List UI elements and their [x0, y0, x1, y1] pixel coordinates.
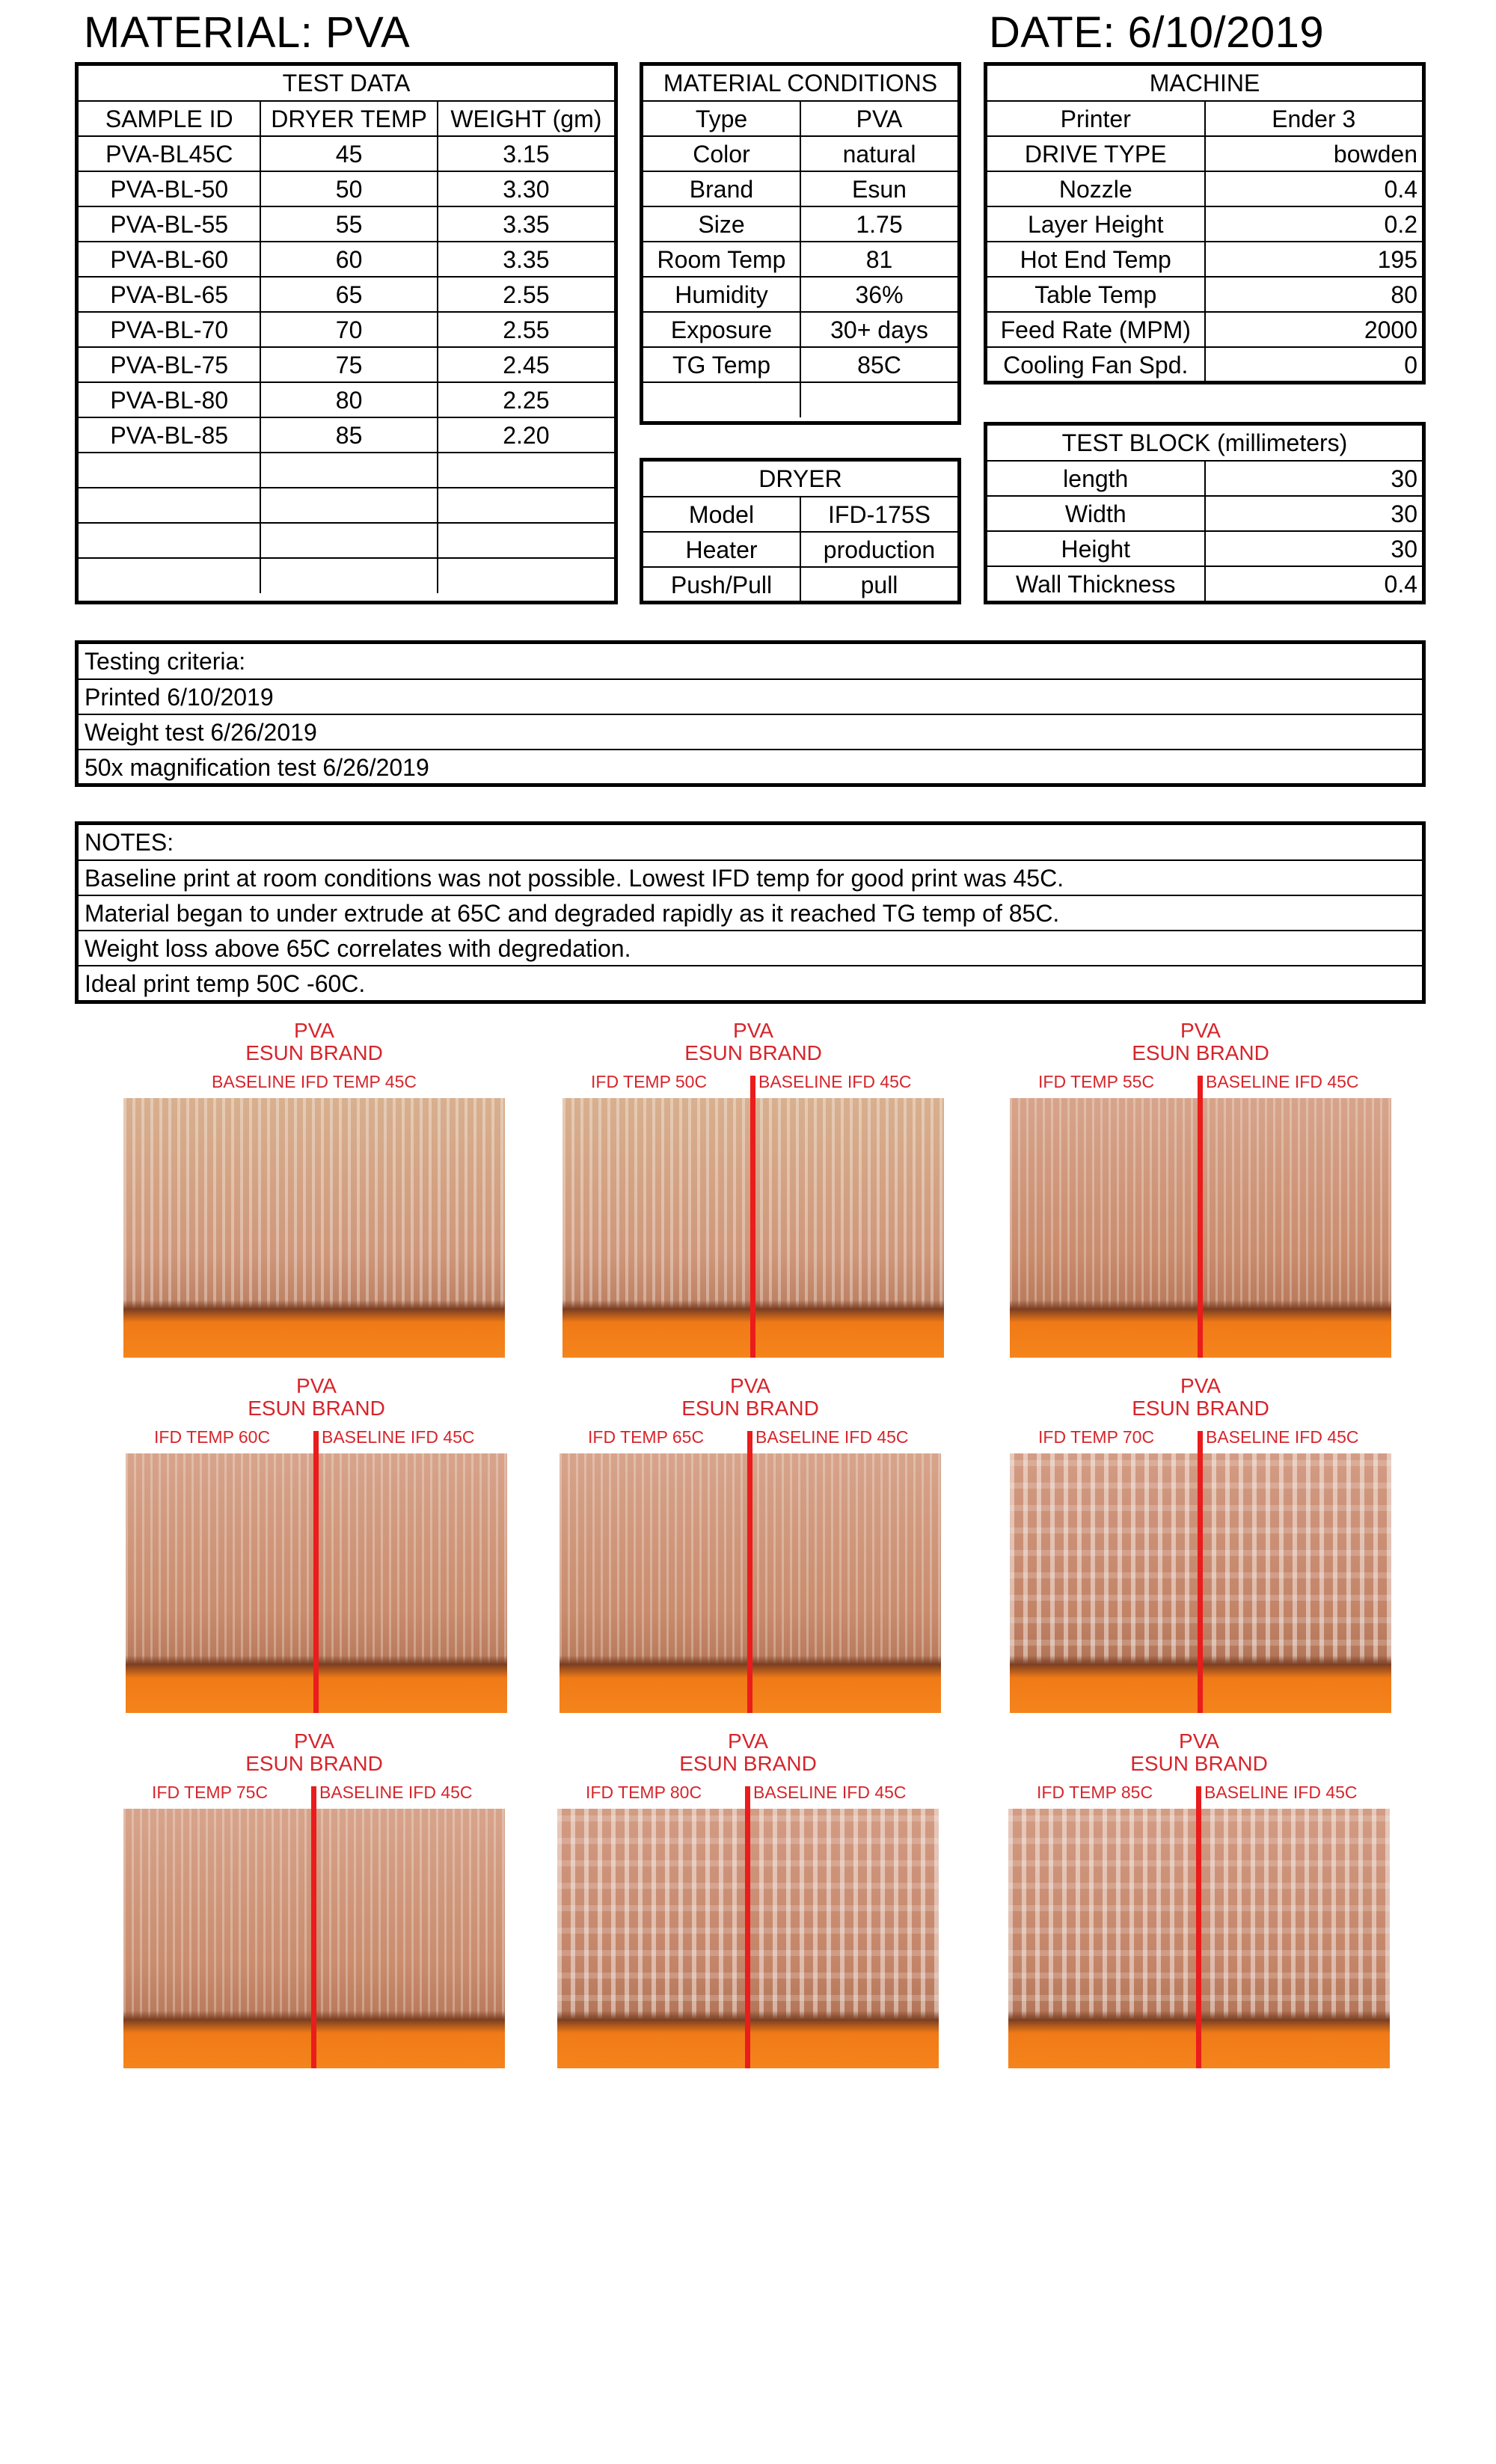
empty-row	[79, 558, 614, 593]
table-row	[643, 312, 957, 347]
dryer-label: Model	[643, 497, 800, 532]
dryer-temp: 80	[260, 382, 437, 417]
note-item: Weight loss above 65C correlates with degredation.	[79, 931, 1422, 966]
empty-row	[79, 488, 614, 523]
table-row	[987, 312, 1422, 347]
date-title: DATE: 6/10/2019	[989, 8, 1325, 57]
machine-label: Printer	[987, 101, 1205, 136]
block-value: 30	[1205, 496, 1423, 531]
photo-caption-brand: ESUN BRAND	[248, 1397, 385, 1420]
weight: 2.25	[438, 382, 614, 417]
machine-value: 0.2	[1205, 206, 1423, 242]
machine-title: MACHINE	[987, 66, 1422, 101]
sample-photo-55c	[1010, 1017, 1391, 1358]
photo-caption-material: PVA	[296, 1374, 337, 1397]
photo-label-baseline: BASELINE IFD 45C	[755, 1427, 909, 1447]
table-row	[643, 171, 957, 206]
table-row	[987, 347, 1422, 382]
test-data-table	[75, 62, 618, 604]
dryer-temp: 55	[260, 206, 437, 242]
empty-cell	[260, 488, 437, 523]
table-row	[79, 382, 614, 417]
comparison-divider	[311, 1786, 316, 2068]
sample-photo-70c	[1010, 1373, 1391, 1713]
condition-value: Esun	[800, 171, 957, 206]
photo-label-baseline: BASELINE IFD 45C	[1206, 1072, 1359, 1091]
weight: 3.30	[438, 171, 614, 206]
condition-label: TG Temp	[643, 347, 800, 382]
empty-row	[643, 382, 957, 417]
condition-value: 1.75	[800, 206, 957, 242]
sample-id: PVA-BL-55	[79, 206, 260, 242]
table-row	[987, 206, 1422, 242]
machine-label: Layer Height	[987, 206, 1205, 242]
empty-cell	[79, 453, 260, 488]
dryer-value: production	[800, 532, 957, 567]
condition-value: PVA	[800, 101, 957, 136]
table-row	[79, 347, 614, 382]
test-block-title: TEST BLOCK (millimeters)	[987, 426, 1422, 461]
machine-value: bowden	[1205, 136, 1423, 171]
sample-id: PVA-BL-75	[79, 347, 260, 382]
condition-label: Type	[643, 101, 800, 136]
table-row	[643, 567, 957, 602]
comparison-divider	[1196, 1786, 1201, 2068]
comparison-divider	[747, 1431, 752, 1713]
condition-value: 85C	[800, 347, 957, 382]
empty-cell	[800, 382, 957, 417]
col-sample-id: SAMPLE ID	[79, 101, 260, 136]
block-value: 30	[1205, 461, 1423, 496]
dryer-temp: 85	[260, 417, 437, 453]
sample-photo-65c	[560, 1373, 941, 1713]
table-row	[79, 242, 614, 277]
comparison-divider	[750, 1076, 755, 1358]
table-row	[643, 532, 957, 567]
block-label: Height	[987, 531, 1205, 566]
photo-caption-material: PVA	[1180, 1019, 1221, 1042]
empty-row	[79, 453, 614, 488]
weight: 2.55	[438, 277, 614, 312]
photo-caption-material: PVA	[1179, 1729, 1219, 1753]
col-dryer-temp: DRYER TEMP	[260, 101, 437, 136]
criteria-heading: Testing criteria:	[79, 644, 1422, 679]
table-row	[79, 312, 614, 347]
comparison-divider	[313, 1431, 319, 1713]
table-row	[987, 171, 1422, 206]
material-conditions-title: MATERIAL CONDITIONS	[643, 66, 957, 101]
table-row	[643, 242, 957, 277]
machine-label: Feed Rate (MPM)	[987, 312, 1205, 347]
machine-value: 80	[1205, 277, 1423, 312]
sample-photo-75c	[123, 1728, 505, 2068]
table-row	[987, 531, 1422, 566]
empty-cell	[260, 558, 437, 593]
machine-value: 0.4	[1205, 171, 1423, 206]
empty-cell	[79, 523, 260, 558]
table-row	[643, 101, 957, 136]
dryer-temp: 50	[260, 171, 437, 206]
machine-value: 0	[1205, 347, 1423, 382]
condition-label: Brand	[643, 171, 800, 206]
block-label: Width	[987, 496, 1205, 531]
photo-label-ifd-temp: IFD TEMP 70C	[1038, 1427, 1155, 1447]
testing-criteria-box	[75, 640, 1426, 787]
weight: 3.35	[438, 242, 614, 277]
sample-id: PVA-BL-60	[79, 242, 260, 277]
criteria-item: 50x magnification test 6/26/2019	[79, 750, 1422, 785]
condition-label: Size	[643, 206, 800, 242]
table-row	[79, 171, 614, 206]
condition-label: Color	[643, 136, 800, 171]
machine-value: 2000	[1205, 312, 1423, 347]
test-data-title: TEST DATA	[79, 66, 614, 101]
condition-value: 36%	[800, 277, 957, 312]
machine-label: DRIVE TYPE	[987, 136, 1205, 171]
empty-cell	[79, 488, 260, 523]
sample-id: PVA-BL-50	[79, 171, 260, 206]
magnified-sample-image	[123, 1098, 505, 1358]
table-row	[79, 277, 614, 312]
condition-value: natural	[800, 136, 957, 171]
photo-label-baseline: BASELINE IFD 45C	[1204, 1783, 1358, 1802]
machine-label: Hot End Temp	[987, 242, 1205, 277]
notes-heading: NOTES:	[79, 825, 1422, 860]
table-row	[643, 136, 957, 171]
condition-label: Humidity	[643, 277, 800, 312]
criteria-item: Printed 6/10/2019	[79, 679, 1422, 714]
photo-label-ifd-temp: IFD TEMP 85C	[1037, 1783, 1153, 1802]
table-row	[987, 242, 1422, 277]
photo-caption-brand: ESUN BRAND	[681, 1397, 819, 1420]
table-row	[79, 417, 614, 453]
condition-value: 81	[800, 242, 957, 277]
empty-cell	[438, 453, 614, 488]
photo-caption-material: PVA	[1180, 1374, 1221, 1397]
test-block-table	[984, 422, 1426, 604]
photo-caption-brand: ESUN BRAND	[1132, 1041, 1269, 1064]
table-row	[987, 566, 1422, 601]
photo-label-ifd-temp: IFD TEMP 80C	[586, 1783, 702, 1802]
weight: 3.15	[438, 136, 614, 171]
photo-label-ifd-temp: IFD TEMP 55C	[1038, 1072, 1155, 1091]
condition-label: Room Temp	[643, 242, 800, 277]
empty-cell	[260, 453, 437, 488]
notes-box	[75, 821, 1426, 1004]
weight: 3.35	[438, 206, 614, 242]
machine-label: Nozzle	[987, 171, 1205, 206]
photo-label-baseline: BASELINE IFD TEMP 45C	[212, 1072, 417, 1091]
note-item: Ideal print temp 50C -60C.	[79, 966, 1422, 1001]
table-row	[987, 101, 1422, 136]
table-row	[987, 496, 1422, 531]
machine-value: Ender 3	[1205, 101, 1423, 136]
photo-label-baseline: BASELINE IFD 45C	[322, 1427, 475, 1447]
material-title: MATERIAL: PVA	[84, 8, 411, 57]
comparison-divider	[1198, 1431, 1203, 1713]
sample-id: PVA-BL-85	[79, 417, 260, 453]
dryer-value: pull	[800, 567, 957, 602]
table-row	[987, 277, 1422, 312]
block-value: 0.4	[1205, 566, 1423, 601]
note-item: Baseline print at room conditions was not possible. Lowest IFD temp for good print was 45C.	[79, 860, 1422, 895]
photo-label-baseline: BASELINE IFD 45C	[319, 1783, 473, 1802]
photo-label-baseline: BASELINE IFD 45C	[758, 1072, 912, 1091]
photo-label-ifd-temp: IFD TEMP 60C	[154, 1427, 271, 1447]
weight: 2.55	[438, 312, 614, 347]
material-conditions-table	[640, 62, 961, 425]
sample-photo-85c	[1008, 1728, 1390, 2068]
photo-caption-brand: ESUN BRAND	[679, 1752, 817, 1775]
dryer-label: Push/Pull	[643, 567, 800, 602]
sample-id: PVA-BL-65	[79, 277, 260, 312]
weight: 2.20	[438, 417, 614, 453]
photo-caption-material: PVA	[294, 1019, 334, 1042]
table-row	[987, 461, 1422, 496]
photo-caption-material: PVA	[733, 1019, 773, 1042]
table-row	[79, 136, 614, 171]
note-item: Material began to under extrude at 65C and degraded rapidly as it reached TG temp of 85C.	[79, 895, 1422, 931]
photo-label-ifd-temp: IFD TEMP 75C	[152, 1783, 269, 1802]
photo-caption-material: PVA	[730, 1374, 770, 1397]
sample-id: PVA-BL-70	[79, 312, 260, 347]
block-label: Wall Thickness	[987, 566, 1205, 601]
table-row	[643, 497, 957, 532]
empty-row	[79, 523, 614, 558]
table-row	[643, 347, 957, 382]
condition-label: Exposure	[643, 312, 800, 347]
sample-photo-60c	[126, 1373, 507, 1713]
photo-label-baseline: BASELINE IFD 45C	[1206, 1427, 1359, 1447]
dryer-temp: 70	[260, 312, 437, 347]
table-row	[987, 136, 1422, 171]
sample-photo-45c	[123, 1017, 505, 1358]
comparison-divider	[1198, 1076, 1203, 1358]
empty-cell	[438, 523, 614, 558]
comparison-divider	[745, 1786, 750, 2068]
photo-label-baseline: BASELINE IFD 45C	[753, 1783, 907, 1802]
machine-table	[984, 62, 1426, 384]
empty-cell	[438, 558, 614, 593]
sample-photo-50c	[562, 1017, 944, 1358]
photo-label-ifd-temp: IFD TEMP 65C	[588, 1427, 705, 1447]
dryer-temp: 75	[260, 347, 437, 382]
photo-label-ifd-temp: IFD TEMP 50C	[591, 1072, 708, 1091]
dryer-temp: 60	[260, 242, 437, 277]
photo-caption-brand: ESUN BRAND	[1130, 1752, 1268, 1775]
photo-caption-brand: ESUN BRAND	[245, 1752, 383, 1775]
criteria-item: Weight test 6/26/2019	[79, 714, 1422, 750]
sample-id: PVA-BL45C	[79, 136, 260, 171]
empty-cell	[643, 382, 800, 417]
table-row	[79, 206, 614, 242]
machine-label: Table Temp	[987, 277, 1205, 312]
table-row	[643, 277, 957, 312]
dryer-title: DRYER	[643, 462, 957, 497]
condition-value: 30+ days	[800, 312, 957, 347]
machine-value: 195	[1205, 242, 1423, 277]
photo-caption-material: PVA	[728, 1729, 768, 1753]
weight: 2.45	[438, 347, 614, 382]
empty-cell	[438, 488, 614, 523]
sample-photo-80c	[557, 1728, 939, 2068]
photo-caption-brand: ESUN BRAND	[684, 1041, 822, 1064]
sample-id: PVA-BL-80	[79, 382, 260, 417]
machine-label: Cooling Fan Spd.	[987, 347, 1205, 382]
dryer-value: IFD-175S	[800, 497, 957, 532]
empty-cell	[79, 558, 260, 593]
photo-caption-brand: ESUN BRAND	[245, 1041, 383, 1064]
dryer-label: Heater	[643, 532, 800, 567]
photo-caption-brand: ESUN BRAND	[1132, 1397, 1269, 1420]
block-label: length	[987, 461, 1205, 496]
dryer-temp: 65	[260, 277, 437, 312]
empty-cell	[260, 523, 437, 558]
block-value: 30	[1205, 531, 1423, 566]
dryer-table	[640, 458, 961, 604]
dryer-temp: 45	[260, 136, 437, 171]
table-row	[643, 206, 957, 242]
photo-caption-material: PVA	[294, 1729, 334, 1753]
col-weight: WEIGHT (gm)	[438, 101, 614, 136]
